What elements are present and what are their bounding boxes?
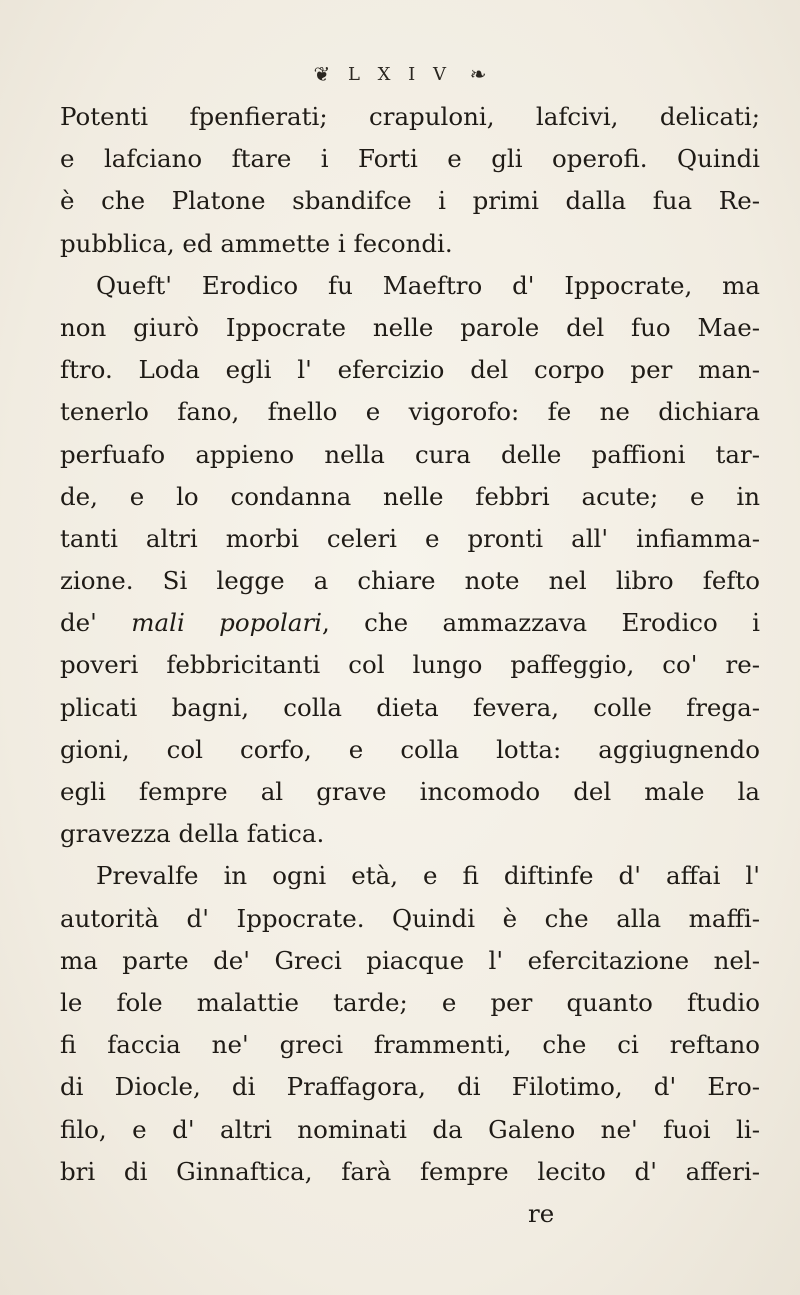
text-line: Prevalfe in ogni età, e fi diftinfe d' affai l' xyxy=(96,861,760,891)
ornament-left-icon: ❦ xyxy=(313,62,331,86)
text-line: è che Platone sbandifce i primi dalla fua Re- xyxy=(60,186,760,216)
text-line: filo, e d' altri nominati da Galeno ne' fuoi li- xyxy=(60,1114,760,1144)
text-line xyxy=(60,602,760,644)
book-title-italic: mali popolari xyxy=(131,608,323,638)
text-line: perfuafo appieno nella cura delle paffioni tar- xyxy=(60,439,760,469)
text-line: egli fempre al grave incomodo del male la xyxy=(60,777,760,806)
text-line: ma parte de' Greci piacque l' efercitazione nel- xyxy=(60,945,760,975)
body-text xyxy=(60,96,760,1235)
text-line: ftro. Loda egli l' efercizio del corpo per man- xyxy=(60,355,760,385)
text-line: zione. Si legge a chiare note nel libro fefto xyxy=(60,566,760,596)
page-number: L X I V xyxy=(347,63,453,85)
catchword: re xyxy=(528,1198,555,1228)
text-span: de' xyxy=(60,608,132,638)
text-line: pubblica, ed ammette i fecondi. xyxy=(60,228,453,258)
text-line: e lafciano ftare i Forti e gli operofi. Quindi xyxy=(60,144,760,174)
text-line: bri di Ginnaftica, farà fempre lecito d' afferi- xyxy=(60,1156,760,1186)
text-line: de, e lo condanna nelle febbri acute; e in xyxy=(60,481,760,511)
text-line: non giurò Ippocrate nelle parole del fuo Mae- xyxy=(60,312,760,342)
text-line: tanti altri morbi celeri e pronti all' infiamma- xyxy=(60,523,760,553)
text-line: poveri febbricitanti col lungo paffeggio, co' re- xyxy=(60,650,760,680)
text-line: gravezza della fatica. xyxy=(60,819,325,849)
text-line: plicati bagni, colla dieta fevera, colle frega- xyxy=(60,692,760,722)
text-line: Queft' Erodico fu Maeftro d' Ippocrate, ma xyxy=(96,270,760,300)
page-header xyxy=(0,62,800,86)
text-line: gioni, col corfo, e colla lotta: aggiugnendo xyxy=(60,734,760,764)
text-line: le fole malattie tarde; e per quanto ftudio xyxy=(60,987,760,1017)
text-line: autorità d' Ippocrate. Quindi è che alla maffi- xyxy=(60,903,760,933)
text-line: tenerlo fano, fnello e vigorofo: fe ne dichiara xyxy=(60,397,760,427)
ornament-right-icon: ❧ xyxy=(469,62,487,86)
text-span: , che ammazzava Erodico i xyxy=(322,608,760,638)
text-line: fi faccia ne' greci frammenti, che ci reftano xyxy=(60,1030,760,1060)
text-line: di Diocle, di Praffagora, di Filotimo, d' Ero- xyxy=(60,1072,760,1102)
text-line: Potenti fpenfierati; crapuloni, lafcivi, delicati; xyxy=(60,102,760,131)
